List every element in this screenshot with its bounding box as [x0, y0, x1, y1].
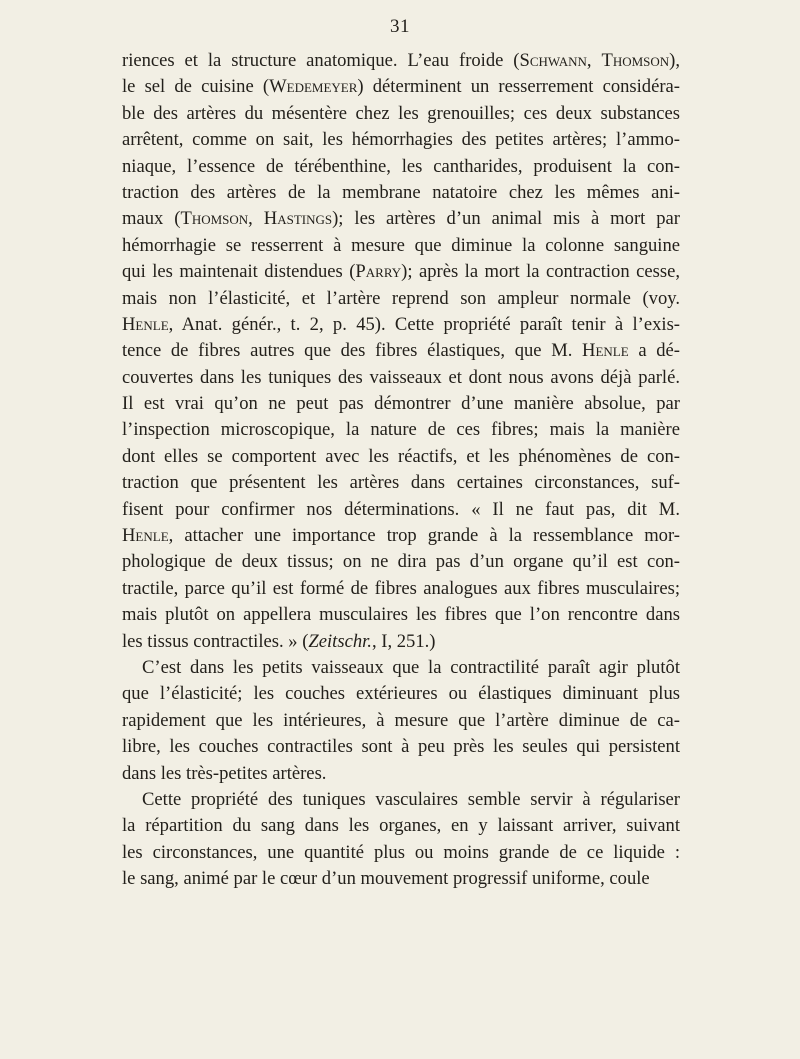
text-segment: ); les artères d’un animal mis à mort par: [332, 208, 680, 230]
text-segment: maux (: [122, 208, 181, 230]
text-segment: rapidement que les intérieures, à mesure que l’artère diminue de ca-: [122, 709, 680, 731]
text-line: [122, 101, 680, 127]
text-line: [122, 391, 680, 417]
author-name: Schwann: [519, 50, 587, 71]
text-segment: libre, les couches contractiles sont à peu près les seules qui persistent: [122, 736, 680, 758]
text-segment: les tissus contractiles. » (: [122, 630, 309, 652]
text-segment: phologique de deux tissus; on ne dira pas d’un organe qu’il est con-: [122, 551, 680, 573]
text-segment: niaque, l’essence de térébenthine, les cantharides, produisent la con-: [122, 155, 680, 177]
text-segment: traction que présentent les artères dans certaines circonstances, suf-: [122, 472, 680, 494]
text-line: [122, 312, 680, 338]
text-segment: a dé-: [628, 340, 680, 362]
text-line: [122, 840, 680, 866]
text-line: [122, 74, 680, 100]
text-line: [122, 655, 680, 681]
text-segment: ble des artères du mésentère chez les grenouilles; ces deux substances: [122, 102, 680, 124]
author-name: Henle: [582, 340, 629, 362]
text-line: [122, 787, 680, 813]
text-segment: , attacher une importance trop grande à la ressemblance mor-: [168, 525, 680, 547]
text-line: [122, 259, 680, 285]
text-line: [122, 127, 680, 153]
page-number: 31: [390, 16, 410, 37]
text-line: [122, 444, 680, 470]
text-line: [122, 602, 680, 628]
text-line: [122, 734, 680, 760]
text-line: [122, 813, 680, 839]
text-line: [122, 549, 680, 575]
text-segment: tractile, parce qu’il est formé de fibres analogues aux fibres musculaires;: [122, 577, 680, 599]
body-text: [122, 48, 680, 893]
text-segment: riences et la structure anatomique. L’eau froide (: [122, 50, 520, 71]
text-segment: , I, 251.): [371, 630, 436, 652]
text-segment: mais non l’élasticité, et l’artère reprend son ampleur normale (voy.: [122, 287, 680, 309]
author-name: Thomson: [180, 208, 249, 230]
author-name: Henle: [122, 313, 169, 335]
author-name: Wedemeyer: [269, 76, 358, 98]
text-segment: traction des artères de la membrane natatoire chez les mêmes ani-: [122, 181, 680, 203]
author-name: Thomson: [601, 50, 670, 71]
text-line: [122, 576, 680, 602]
text-line: [122, 497, 680, 523]
text-segment: l’inspection microscopique, la nature de ces fibres; mais la manière: [122, 419, 680, 441]
text-segment: ,: [248, 208, 264, 230]
citation-title: Zeitschr.: [308, 630, 372, 652]
text-segment: fisent pour confirmer nos déterminations. « Il ne faut pas, dit M.: [122, 498, 680, 520]
text-segment: couvertes dans les tuniques des vaisseaux et dont nous avons déjà parlé.: [122, 366, 680, 388]
text-segment: dont elles se comportent avec les réactifs, et les phénomènes de con-: [122, 445, 680, 467]
author-name: Hastings: [263, 208, 333, 230]
text-segment: ,: [586, 50, 602, 71]
text-segment: qui les maintenait distendues (: [122, 261, 356, 283]
text-segment: ); après la mort la contraction cesse,: [401, 261, 680, 283]
text-segment: que l’élasticité; les couches extérieures ou élastiques diminuant plus: [122, 683, 680, 705]
text-segment: les circonstances, une quantité plus ou moins grande de ce liquide :: [122, 841, 680, 863]
author-name: Parry: [355, 261, 402, 283]
text-segment: Cette propriété des tuniques vasculaires semble servir à régulariser: [142, 788, 680, 810]
text-segment: arrêtent, comme on sait, les hémorrhagies des petites artères; l’ammo-: [122, 129, 680, 151]
text-line: [122, 338, 680, 364]
text-line: [122, 761, 680, 787]
text-line: [122, 523, 680, 549]
author-name: Henle: [122, 525, 169, 547]
text-line: [122, 206, 680, 232]
text-line: [122, 708, 680, 734]
text-segment: C’est dans les petits vaisseaux que la contractilité paraît agir plutôt: [142, 656, 680, 678]
text-segment: le sang, animé par le cœur d’un mouvement progressif uniforme, coule: [122, 868, 650, 890]
text-line: [122, 180, 680, 206]
text-line: [122, 866, 680, 892]
text-segment: tence de fibres autres que des fibres élastiques, que M.: [122, 340, 583, 362]
text-line: [122, 681, 680, 707]
text-line: [122, 233, 680, 259]
text-segment: , Anat. génér., t. 2, p. 45). Cette propriété paraît tenir à l’exis-: [168, 313, 680, 335]
text-line: [122, 48, 680, 74]
text-segment: ),: [669, 50, 681, 71]
text-segment: la répartition du sang dans les organes, en y laissant arriver, suivant: [122, 815, 680, 837]
text-line: [122, 470, 680, 496]
text-segment: mais plutôt on appellera musculaires les fibres que l’on rencontre dans: [122, 604, 680, 626]
text-segment: hémorrhagie se resserrent à mesure que diminue la colonne sanguine: [122, 234, 680, 256]
text-line: [122, 629, 680, 655]
text-segment: le sel de cuisine (: [122, 76, 270, 98]
text-line: [122, 417, 680, 443]
text-segment: dans les très-petites artères.: [122, 762, 327, 784]
text-line: [122, 286, 680, 312]
text-segment: Il est vrai qu’on ne peut pas démontrer d’une manière absolue, par: [122, 393, 680, 415]
text-segment: ) déterminent un resserrement considéra-: [357, 76, 680, 98]
text-line: [122, 365, 680, 391]
text-line: [122, 154, 680, 180]
